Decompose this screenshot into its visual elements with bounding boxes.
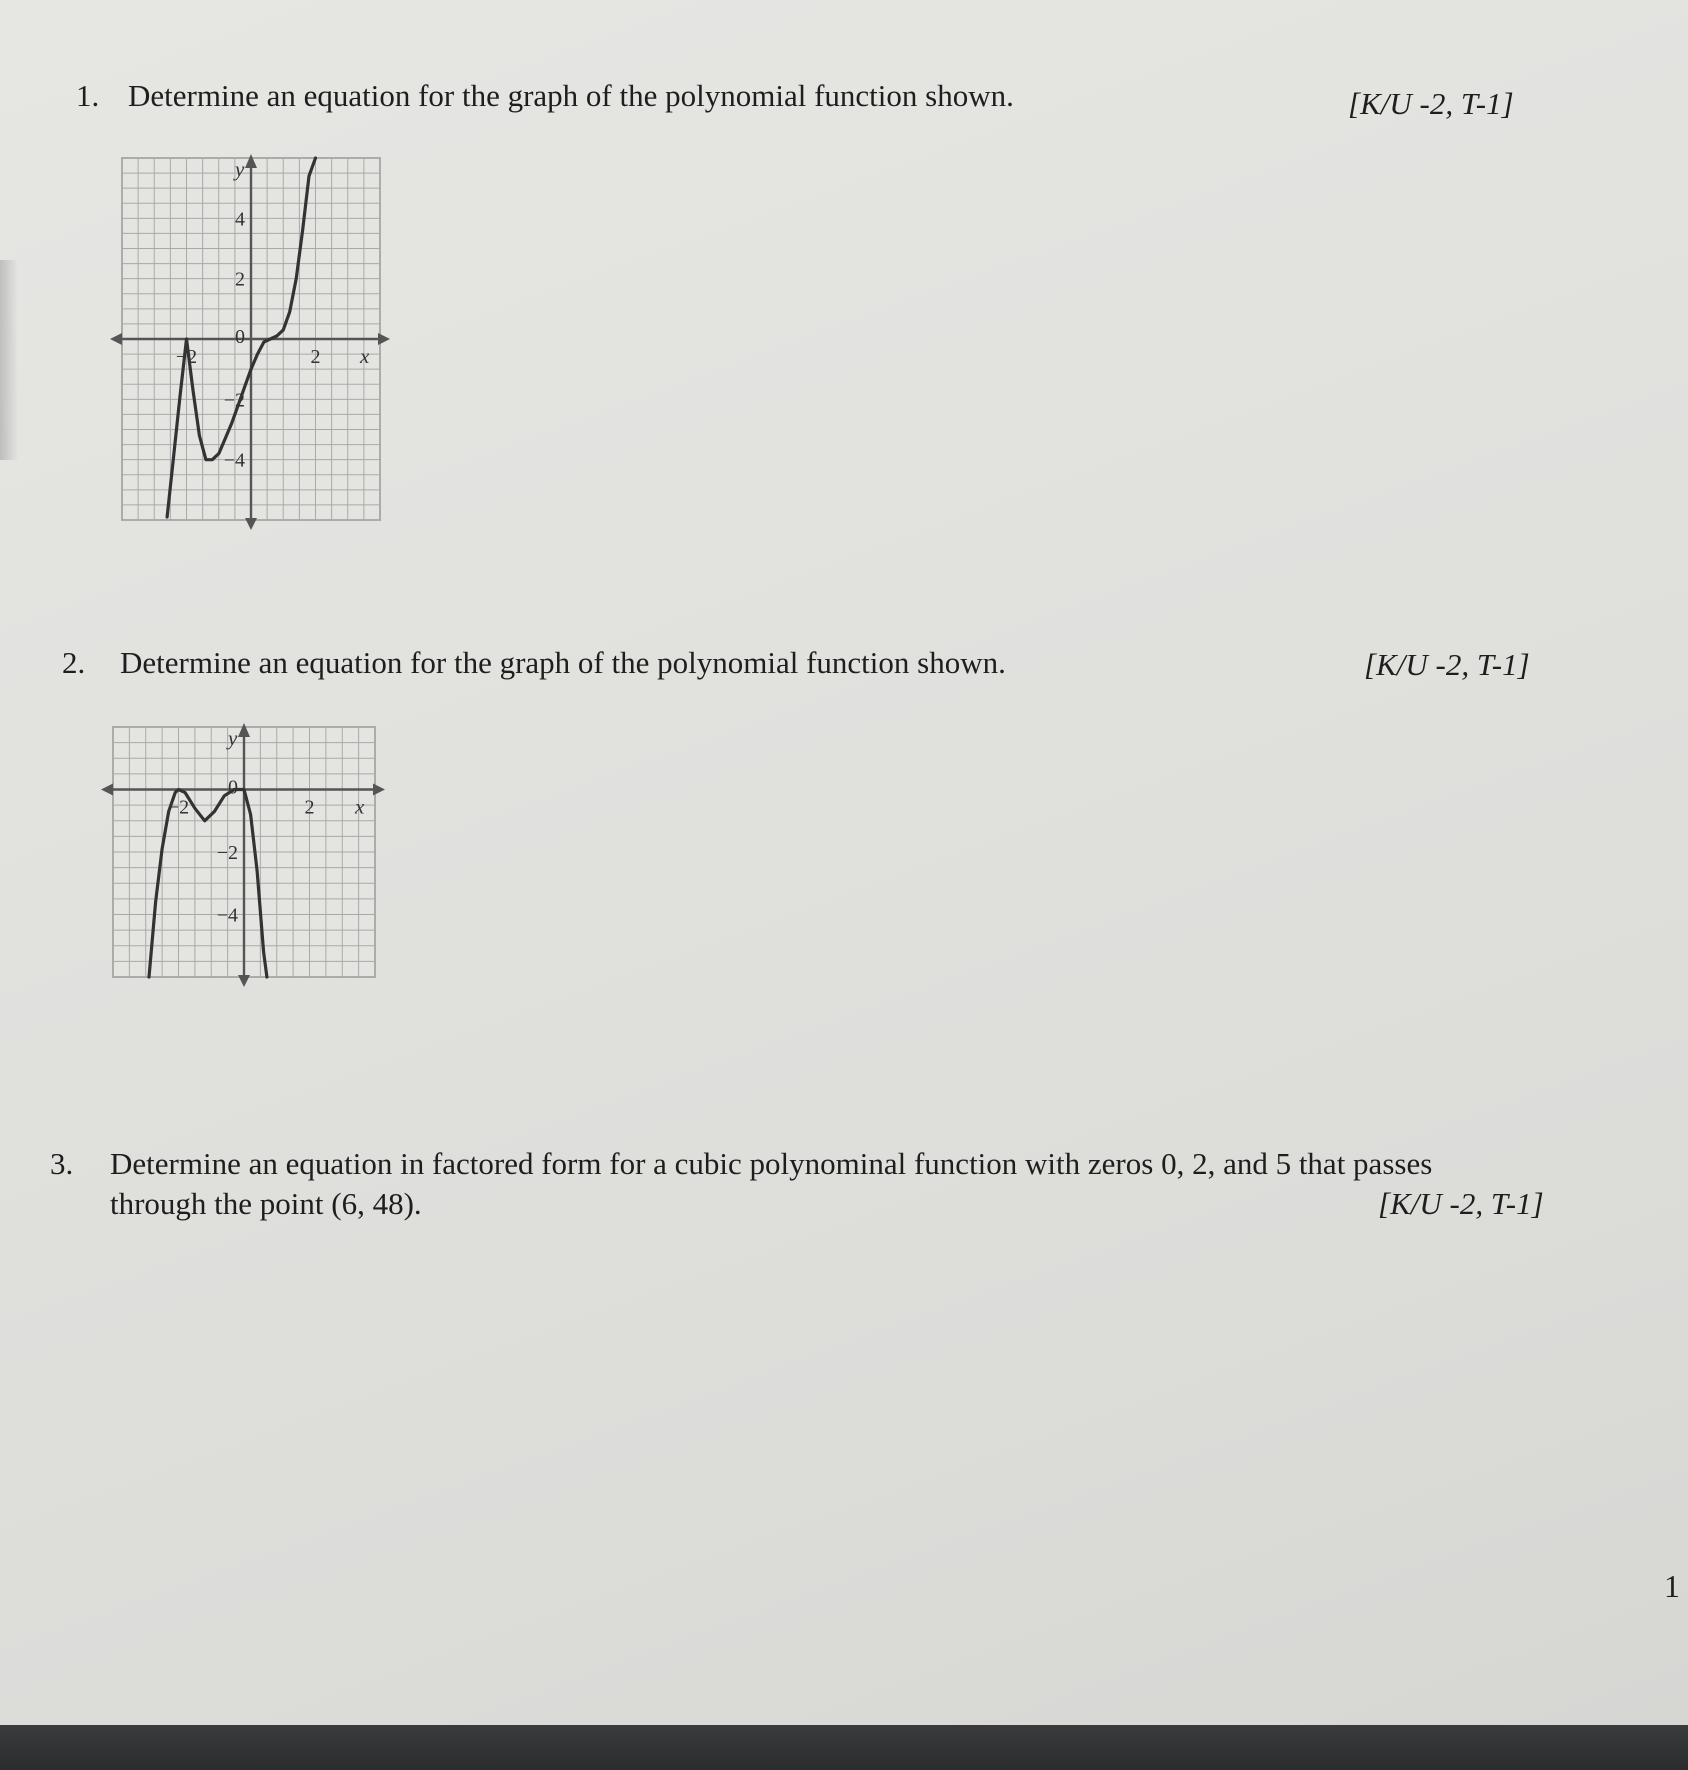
x-tick-label: 2: [310, 346, 321, 368]
x-tick-label: −2: [167, 796, 190, 819]
question-1-marks: [K/U -2, T-1]: [1348, 86, 1514, 121]
question-3-text-line2: through the point (6, 48).: [110, 1186, 422, 1221]
y-tick-label: −2: [216, 842, 238, 864]
x-tick-label: 2: [304, 796, 315, 819]
question-2-text: Determine an equation for the graph of the polynomial function shown.: [120, 645, 1006, 680]
question-1-text: Determine an equation for the graph of the polynomial function shown.: [128, 78, 1014, 113]
question-2-graph-svg: [113, 727, 375, 977]
question-2-marks: [K/U -2, T-1]: [1364, 647, 1530, 682]
question-3-marks: [K/U -2, T-1]: [1378, 1186, 1544, 1221]
y-tick-label: −2: [223, 389, 245, 412]
question-2-number: 2.: [62, 645, 86, 680]
x-tick-label: −2: [175, 346, 198, 368]
graph-group: [101, 723, 385, 987]
y-tick-label: −4: [216, 904, 238, 927]
question-1-graph: [122, 158, 380, 520]
question-3-text-line1: Determine an equation in factored form for a cubic polynominal function with zeros 0, 2, and 5 that passes: [110, 1146, 1433, 1181]
graph-group: [110, 154, 390, 530]
page-number: 1: [1664, 1568, 1680, 1604]
question-3-number: 3.: [50, 1146, 74, 1181]
y-tick-label: 0: [235, 325, 245, 348]
x-axis-label: x: [355, 794, 365, 819]
question-1-number: 1.: [76, 78, 100, 113]
question-2-graph: [113, 727, 375, 977]
desk-edge: [0, 1725, 1688, 1770]
y-tick-label: 4: [235, 208, 245, 231]
y-axis-label: y: [235, 157, 245, 181]
x-axis-label: x: [360, 344, 370, 368]
y-tick-label: 2: [235, 268, 245, 291]
y-tick-label: 0: [228, 776, 238, 799]
y-axis-label: y: [228, 726, 238, 750]
y-tick-label: −4: [223, 449, 245, 472]
question-1-graph-svg: [122, 158, 380, 520]
page-shadow: [0, 260, 18, 460]
